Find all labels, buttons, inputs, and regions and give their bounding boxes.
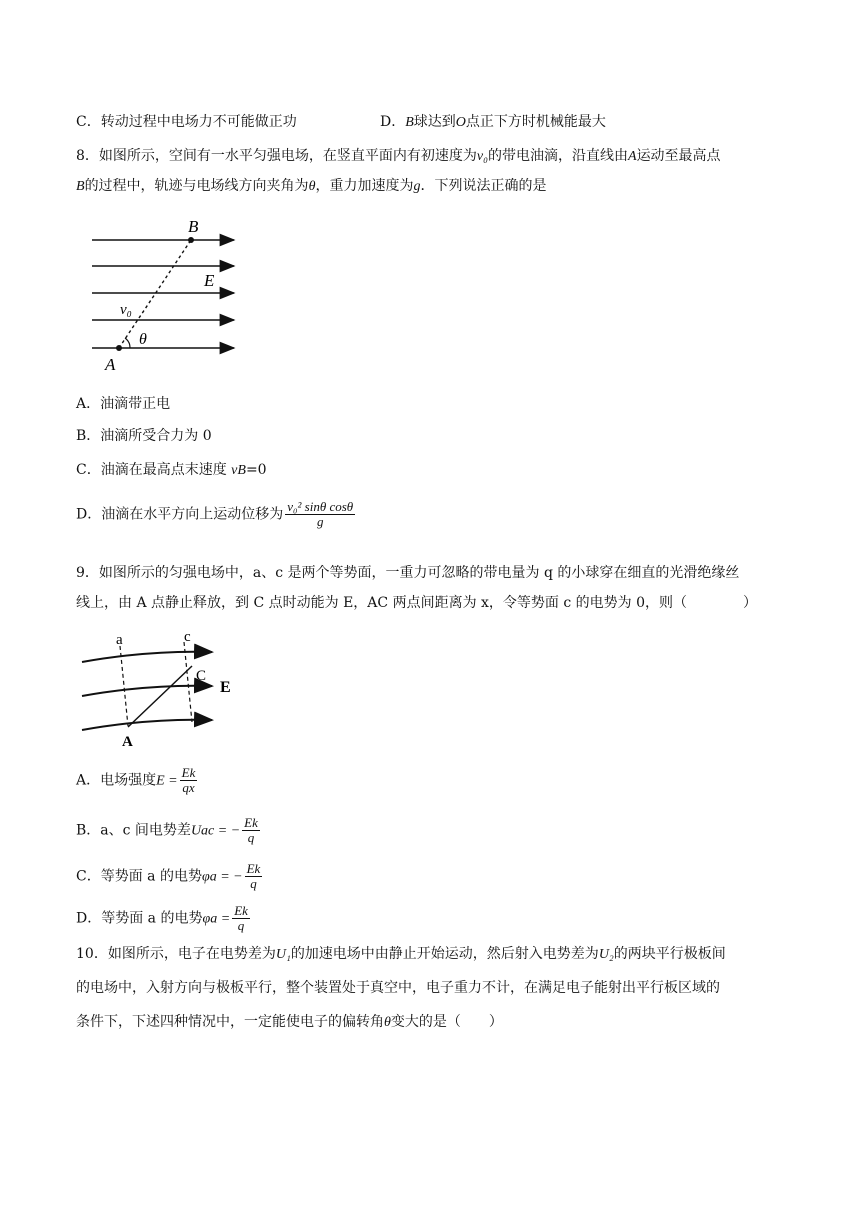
q8-option-d-fraction (285, 500, 355, 529)
q8-stem-line1 (76, 146, 721, 167)
label-v0: v₀ (120, 302, 132, 318)
q10-stem1-a: 10．如图所示，电子在电势差为 (76, 946, 276, 962)
q8-option-b (76, 426, 212, 446)
point-b (188, 237, 194, 243)
q8-option-c (76, 460, 267, 481)
q9-option-d-fraction (232, 904, 250, 933)
q7-option-d (380, 112, 606, 133)
q8-option-c-post: =0 (245, 462, 267, 478)
q9-option-d-text: D．等势面 a 的电势 (76, 910, 203, 927)
trajectory-line (119, 240, 191, 348)
q8-figure (84, 208, 244, 372)
fraction-denominator: q (237, 918, 245, 933)
q7-option-c (76, 112, 297, 132)
q9-option-b-fraction (242, 816, 260, 845)
q9-option-a (76, 766, 199, 795)
q10-stem1-u1: U₁ (275, 947, 291, 962)
q8-option-c-var: vB (231, 463, 246, 478)
q7-option-d-post: 点正下方时机械能最大 (465, 114, 606, 130)
q8-option-c-text: C．油滴在最高点末速度 (76, 462, 232, 478)
q8-stem2-b: ，重力加速度为 (315, 178, 414, 194)
angle-arc (125, 338, 130, 348)
q9-option-b-lhs: Uac = − (190, 823, 241, 839)
q8-stem1-a: 8．如图所示，空间有一水平匀强电场，在竖直平面内有初速度为 (76, 148, 477, 164)
field-line (82, 686, 212, 696)
q10-stem3-theta: θ (384, 1015, 391, 1030)
label-a-lower: a (116, 632, 123, 648)
label-e: E (204, 271, 215, 290)
label-e: E (220, 679, 231, 696)
label-c-lower: c (184, 629, 191, 645)
q8-stem2-B: B (76, 179, 85, 194)
q10-stem1-c: 的两块平行极板间 (613, 946, 726, 962)
fraction-denominator: qx (182, 780, 195, 795)
fraction-numerator: v₀² sinθ cosθ (287, 499, 354, 514)
q8-stem-line2 (76, 176, 546, 197)
q8-stem1-v0: v₀ (476, 149, 488, 164)
q10-stem3-a: 条件下，下述四种情况中，一定能使电子的偏转角 (76, 1014, 384, 1030)
q8-option-b-text: B．油滴所受合力为 0 (76, 428, 212, 444)
q10-stem2: 的电场中，入射方向与极板平行，整个装置处于真空中，电子重力不计，在满足电子能射出平行板区域的 (76, 980, 720, 996)
q10-stem3-b: 变大的是（ ） (390, 1014, 503, 1030)
q8-option-a (76, 394, 170, 414)
q10-stem1-u2: U₂ (598, 947, 614, 962)
q9-option-b-text: B．a、c 间电势差 (76, 822, 191, 839)
fraction-denominator: g (316, 514, 324, 529)
q8-stem2-theta: θ (308, 179, 316, 194)
q9-option-c-text: C．等势面 a 的电势 (76, 868, 202, 885)
q8-option-d-text: D．油滴在水平方向上运动位移为 (76, 506, 284, 523)
wire-ac (128, 666, 192, 727)
q9-figure (80, 628, 250, 752)
q9-stem-line2 (76, 593, 757, 613)
q9-option-b (76, 816, 262, 845)
label-theta: θ (139, 331, 147, 348)
equipotential-c (184, 642, 192, 722)
label-a-upper: A (122, 734, 133, 750)
q9-option-c (76, 862, 264, 891)
q7-option-d-label: D． (380, 114, 406, 130)
q8-stem1-A: A (628, 149, 637, 164)
label-b: B (188, 217, 199, 236)
q10-stem1-b: 的加速电场中由静止开始运动，然后射入电势差为 (290, 946, 599, 962)
q8-stem1-b: 的带电油滴，沿直线由 (488, 148, 628, 164)
q9-option-d (76, 904, 252, 933)
q7-option-c-text: C．转动过程中电场力不可能做正功 (76, 114, 297, 130)
label-a: A (105, 355, 116, 372)
fraction-numerator: Ek (246, 861, 261, 876)
q8-stem2-c: ．下列说法正确的是 (420, 178, 547, 194)
label-c-upper: C (196, 668, 207, 684)
equipotential-a (120, 646, 128, 726)
q10-stem-line1 (76, 944, 726, 965)
q8-stem2-g: g (413, 179, 421, 194)
q9-stem2: 线上，由 A 点静止释放，到 C 点时动能为 E，AC 两点间距离为 x，令等势面 c 的电势为 0，则（ ） (76, 595, 758, 611)
q10-stem-line3 (76, 1012, 503, 1033)
point-a (116, 345, 122, 351)
q9-option-c-lhs: φa = − (201, 869, 243, 885)
fraction-numerator: Ek (181, 765, 196, 780)
q8-stem2-a: 的过程中，轨迹与电场线方向夹角为 (84, 178, 309, 194)
q7-option-d-o: O (455, 115, 466, 130)
q9-option-c-fraction (245, 862, 263, 891)
q9-option-d-lhs: φa = (202, 911, 231, 927)
q7-option-d-b: B (405, 115, 414, 130)
q10-stem-line2 (76, 978, 720, 998)
q8-option-d (76, 500, 357, 529)
q9-option-a-fraction (180, 766, 198, 795)
q9-stem1: 9．如图所示的匀强电场中，a、c 是两个等势面，一重力可忽略的带电量为 q 的小球穿在细直的光滑绝缘丝 (76, 565, 740, 581)
fraction-numerator: Ek (234, 903, 248, 918)
fraction-denominator: q (250, 876, 257, 891)
q9-option-a-text: A．电场强度 (76, 772, 157, 789)
q9-option-a-lhs: E = (156, 773, 178, 789)
q8-option-a-text: A．油滴带正电 (76, 396, 171, 412)
field-line (82, 652, 212, 662)
fraction-denominator: q (247, 830, 255, 845)
q7-option-d-mid: 球达到 (413, 114, 456, 130)
fraction-numerator: Ek (244, 815, 258, 830)
q9-stem-line1 (76, 563, 739, 583)
q8-stem1-c: 运动至最高点 (636, 148, 721, 164)
